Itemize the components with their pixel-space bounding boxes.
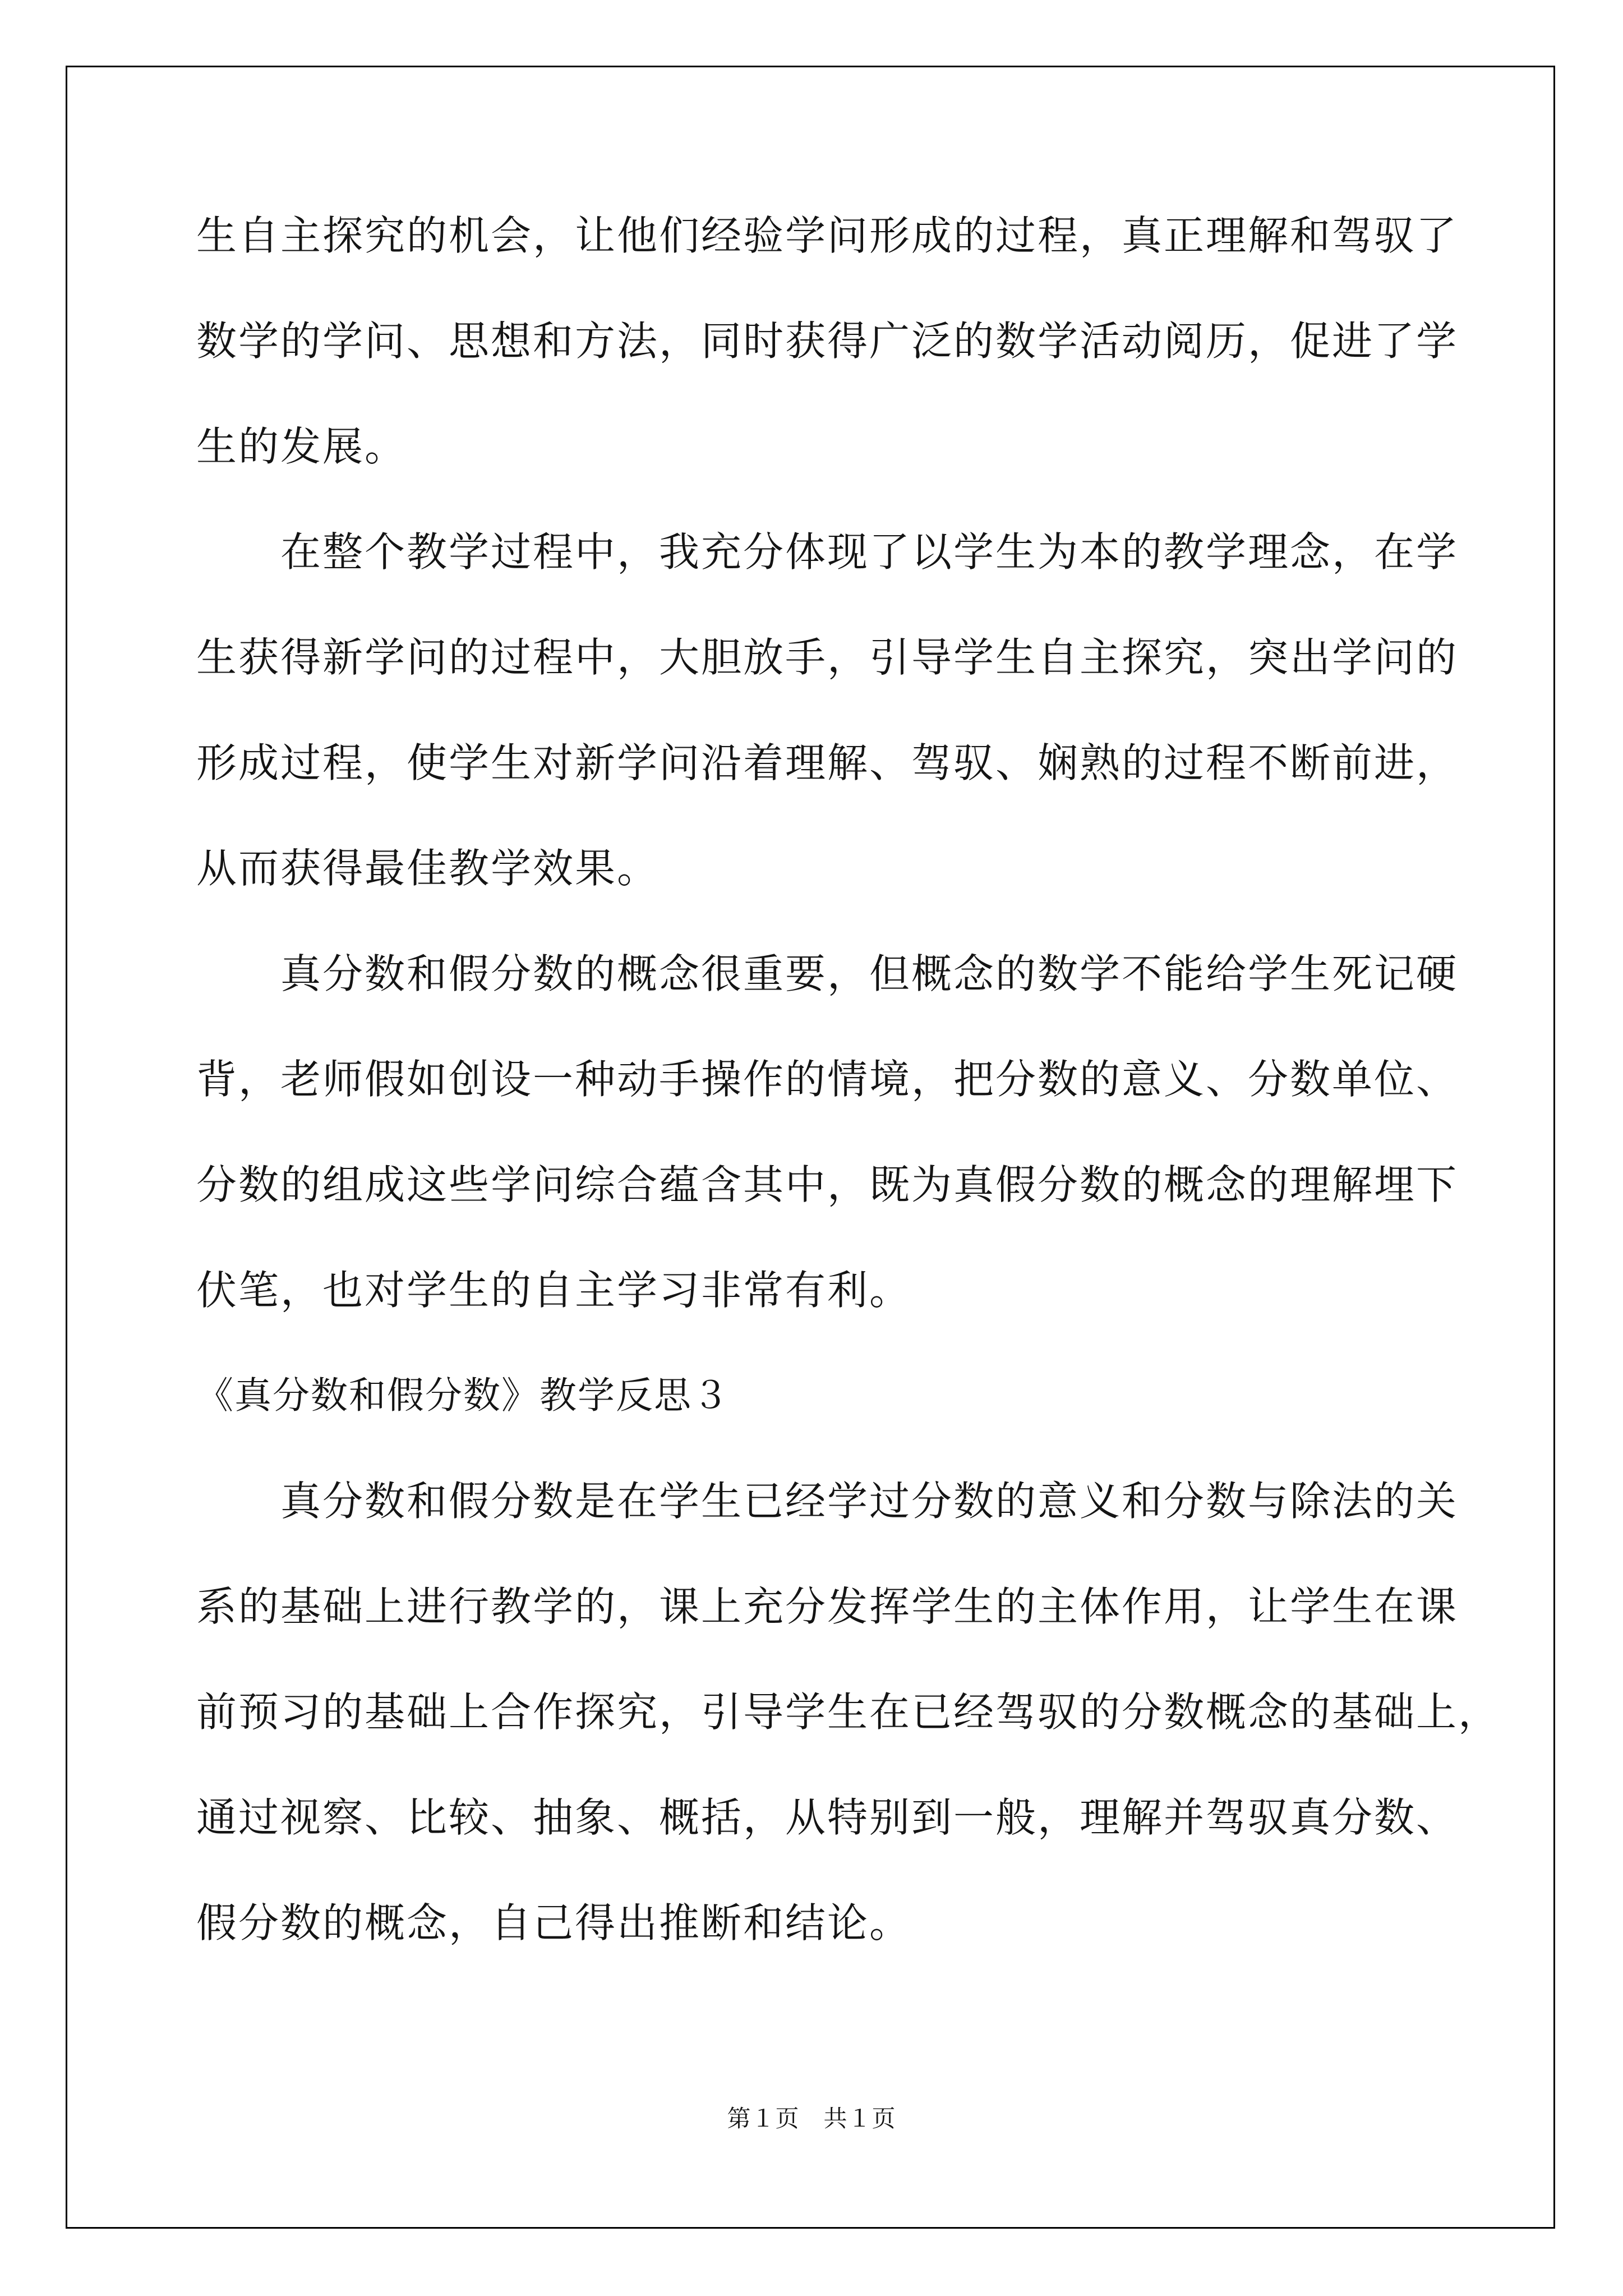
text-line: 生的发展。 xyxy=(196,423,407,470)
section-heading: 《真分数和假分数》教学反思３ xyxy=(196,1374,730,1417)
text-line: 真分数和假分数的概念很重要，但概念的数学不能给学生死记硬 xyxy=(196,950,1459,997)
page-number-footer: 第１页 共１页 xyxy=(727,2105,896,2132)
text-line: 生自主探究的机会，让他们经验学问形成的过程，真正理解和驾驭了 xyxy=(196,212,1459,259)
text-line: 分数的组成这些学问综合蕴含其中，既为真假分数的概念的理解埋下 xyxy=(196,1161,1459,1208)
text-line: 生获得新学问的过程中，大胆放手，引导学生自主探究，突出学问的 xyxy=(196,634,1459,681)
text-line: 真分数和假分数是在学生已经学过分数的意义和分数与除法的关 xyxy=(196,1478,1459,1525)
text-line: 数学的学问、思想和方法，同时获得广泛的数学活动阅历，促进了学 xyxy=(196,318,1459,365)
text-line: 在整个教学过程中，我充分体现了以学生为本的教学理念，在学 xyxy=(196,528,1459,576)
text-line: 从而获得最佳教学效果。 xyxy=(196,845,660,892)
text-line: 伏笔，也对学生的自主学习非常有利。 xyxy=(196,1267,912,1314)
text-line: 通过视察、比较、抽象、概括，从特别到一般，理解并驾驭真分数、 xyxy=(196,1794,1459,1841)
text-line: 假分数的概念，自己得出推断和结论。 xyxy=(196,1899,912,1947)
text-line: 形成过程，使学生对新学问沿着理解、驾驭、娴熟的过程不断前进， xyxy=(196,739,1459,786)
document-body xyxy=(196,210,1501,2003)
text-line: 前预习的基础上合作探究，引导学生在已经驾驭的分数概念的基础上， xyxy=(196,1688,1501,1736)
text-line: 系的基础上进行教学的，课上充分发挥学生的主体作用，让学生在课 xyxy=(196,1583,1459,1630)
text-line: 背，老师假如创设一种动手操作的情境，把分数的意义、分数单位、 xyxy=(196,1056,1459,1103)
